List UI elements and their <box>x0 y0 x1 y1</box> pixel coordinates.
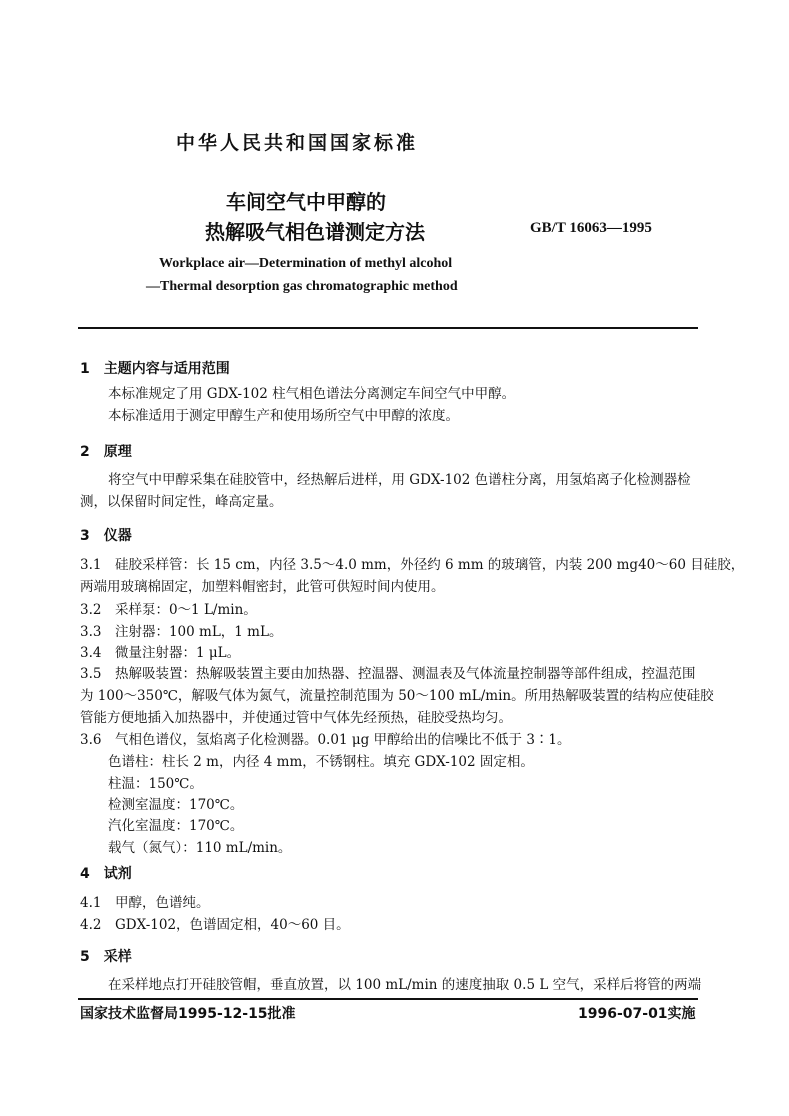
clause-3-3: 3.3 注射器：100 mL，1 mL。 <box>80 624 283 640</box>
clause-3-5-line-1: 3.5 热解吸装置：热解吸装置主要由加热器、控温器、测温表及气体流量控制器等部件组成，控温范围 <box>80 666 696 682</box>
clause-3-6-detector-temp: 检测室温度：170℃。 <box>108 797 244 813</box>
header-divider <box>78 327 698 329</box>
section-2-paragraph-line-2: 测，以保留时间定性，峰高定量。 <box>80 494 283 510</box>
section-4-heading: 4 试剂 <box>80 866 132 882</box>
english-title-line1: Workplace air—Determination of methyl alcohol <box>159 256 453 271</box>
clause-4-1: 4.1 甲醇，色谱纯。 <box>80 895 210 911</box>
clause-4-2: 4.2 GDX-102，色谱固定相，40～60 目。 <box>80 917 350 933</box>
clause-3-6-column: 色谱柱：柱长 2 m，内径 4 mm，不锈钢柱。填充 GDX-102 固定相。 <box>108 754 534 770</box>
footer-divider <box>78 998 698 1000</box>
standard-type-heading: 中华人民共和国国家标准 <box>176 132 419 154</box>
section-2-heading: 2 原理 <box>80 444 132 460</box>
section-3-heading: 3 仪器 <box>80 528 132 544</box>
clause-3-5-line-3: 管能方便地插入加热器中，并使通过管中气体先经预热，硅胶受热均匀。 <box>80 710 512 726</box>
section-2-paragraph-line-1: 将空气中甲醇采集在硅胶管中，经热解后进样，用 GDX-102 色谱柱分离，用氢焰离子化检测器检 <box>108 472 691 488</box>
clause-3-6: 3.6 气相色谱仪，氢焰离子化检测器。0.01 μg 甲醇给出的信噪比不低于 3∶1。 <box>80 732 571 748</box>
clause-3-1-line-1: 3.1 硅胶采样管：长 15 cm，内径 3.5～4.0 mm，外径约 6 mm 的玻璃管，内装 200 mg40～60 目硅胶， <box>80 557 745 573</box>
english-title-line2: —Thermal desorption gas chromatographic method <box>146 279 458 294</box>
clause-3-5-line-2: 为 100～350℃，解吸气体为氮气，流量控制范围为 50～100 mL/min。所用热解吸装置的结构应使硅胶 <box>80 688 714 704</box>
document-title-line2: 热解吸气相色谱测定方法 <box>205 220 425 244</box>
standard-code: GB/T 16063—1995 <box>530 220 652 236</box>
section-5-heading: 5 采样 <box>80 949 132 965</box>
approval-date: 国家技术监督局1995-12-15批准 <box>80 1006 296 1022</box>
section-1-paragraph-2: 本标准适用于测定甲醇生产和使用场所空气中甲醇的浓度。 <box>108 408 459 424</box>
clause-3-1-line-2: 两端用玻璃棉固定，加塑料帽密封，此管可供短时间内使用。 <box>80 579 445 595</box>
clause-3-4: 3.4 微量注射器：1 μL。 <box>80 645 241 661</box>
clause-3-2: 3.2 采样泵：0～1 L/min。 <box>80 602 257 618</box>
clause-3-6-vaporizer-temp: 汽化室温度：170℃。 <box>108 818 244 834</box>
clause-3-6-column-temp: 柱温：150℃。 <box>108 776 203 792</box>
section-5-paragraph-line-1: 在采样地点打开硅胶管帽，垂直放置，以 100 mL/min 的速度抽取 0.5 L 空气，采样后将管的两端 <box>108 977 702 993</box>
section-1-paragraph-1: 本标准规定了用 GDX-102 柱气相色谱法分离测定车间空气中甲醇。 <box>108 386 516 402</box>
document-title-line1: 车间空气中甲醇的 <box>226 190 386 214</box>
clause-3-6-carrier-gas: 载气（氮气）：110 mL/min。 <box>108 840 292 856</box>
implementation-date: 1996-07-01实施 <box>578 1006 696 1022</box>
section-1-heading: 1 主题内容与适用范围 <box>80 361 230 377</box>
